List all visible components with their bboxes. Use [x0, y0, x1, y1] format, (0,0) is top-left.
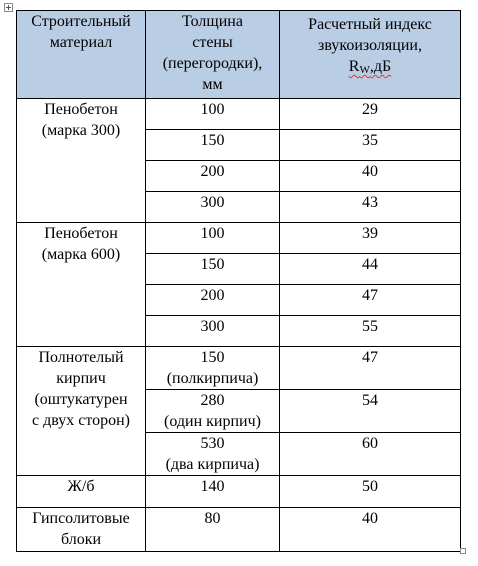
material-cell [17, 347, 146, 476]
thickness-cell [146, 347, 280, 390]
table-row [17, 476, 461, 508]
thickness-cell: 300 [146, 316, 280, 347]
index-cell: 40 [280, 161, 461, 192]
material-cell [17, 99, 146, 223]
thickness-cell: 100 [146, 223, 280, 254]
header-thickness [146, 11, 280, 99]
index-cell: 60 [280, 433, 461, 476]
thickness-cell: 80 [146, 508, 280, 552]
thickness-cell: 200 [146, 161, 280, 192]
thickness-cell [146, 390, 280, 433]
index-cell: 44 [280, 254, 461, 285]
index-cell: 40 [280, 508, 461, 552]
table-row [17, 347, 461, 390]
index-cell: 35 [280, 130, 461, 161]
material-line: (марка 300) [41, 122, 121, 139]
index-cell: 47 [280, 347, 461, 390]
unit-subscript: W [359, 64, 370, 76]
material-line: Пенобетон [44, 101, 118, 118]
table-row [17, 508, 461, 552]
index-cell: 43 [280, 192, 461, 223]
thickness-value: 530 [200, 435, 225, 452]
thickness-cell: 140 [146, 476, 280, 508]
material-line: (марка 600) [41, 246, 121, 263]
index-cell: 50 [280, 476, 461, 508]
thickness-cell [146, 433, 280, 476]
material-line: Пенобетон [44, 225, 118, 242]
header-index-line: звукоизоляции, [318, 37, 422, 54]
material-line: (оштукатурен [34, 391, 128, 408]
header-thickness-line: (перегородки), [162, 55, 263, 72]
table-row [17, 99, 461, 130]
material-cell [17, 223, 146, 347]
material-line: блоки [60, 531, 102, 548]
thickness-cell: 150 [146, 130, 280, 161]
header-index-unit [282, 56, 458, 81]
header-material-line: Строительный [31, 13, 131, 30]
thickness-cell: 300 [146, 192, 280, 223]
table-header-row [17, 11, 461, 99]
thickness-cell: 150 [146, 254, 280, 285]
index-cell: 47 [280, 285, 461, 316]
material-line: Гипсолитовые [32, 510, 130, 527]
table-resize-handle-icon[interactable] [460, 548, 466, 554]
header-index-line: Расчетный индекс [308, 16, 432, 33]
material-line: с двух сторон) [31, 412, 131, 429]
thickness-value: 150 [200, 349, 225, 366]
material-cell: Ж/б [17, 476, 146, 508]
index-cell: 39 [280, 223, 461, 254]
material-cell [17, 508, 146, 552]
material-line: кирпич [56, 370, 106, 387]
table-row [17, 223, 461, 254]
header-thickness-line: стены [192, 34, 233, 51]
index-cell: 29 [280, 99, 461, 130]
table-move-handle-icon[interactable] [4, 3, 13, 12]
spellcheck-underline [349, 58, 391, 75]
thickness-value: 280 [200, 392, 225, 409]
unit-symbol: R [348, 58, 360, 75]
material-line: Полнотелый [38, 349, 124, 366]
sound-insulation-table [16, 10, 461, 552]
header-material [17, 11, 146, 99]
thickness-cell: 100 [146, 99, 280, 130]
unit-suffix: ,дБ [369, 58, 392, 75]
thickness-note: (два кирпича) [165, 456, 260, 473]
header-index [280, 11, 461, 99]
thickness-note: (один кирпич) [164, 413, 261, 430]
header-thickness-line: Толщина [182, 13, 243, 30]
header-thickness-line: мм [202, 76, 223, 93]
index-cell: 55 [280, 316, 461, 347]
index-cell: 54 [280, 390, 461, 433]
thickness-cell: 200 [146, 285, 280, 316]
thickness-note: (полкирпича) [166, 370, 259, 387]
header-material-line: материал [49, 34, 113, 51]
